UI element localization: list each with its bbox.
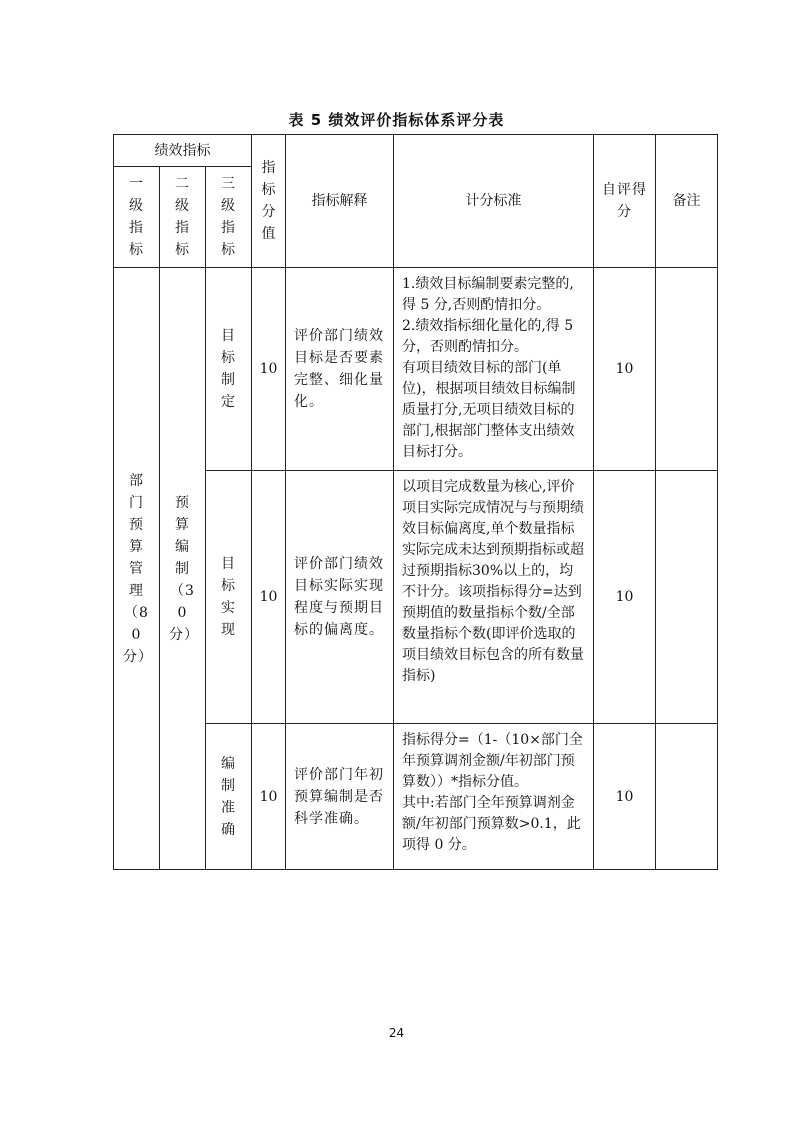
- header-perf-indicator: 绩效指标: [114, 135, 252, 167]
- standard-cell: [394, 268, 594, 471]
- standard-line: 有项目绩效目标的部门(单位)，根据项目绩效目标编制质量打分,无项目绩效目标的部门,根据部门整体支出绩效目标打分。: [402, 360, 576, 460]
- standard-cell: [394, 724, 594, 870]
- header-level3: 三级指标: [206, 167, 252, 268]
- remark-cell: [656, 724, 718, 870]
- explanation-cell: 评价部门绩效目标是否要素完整、细化量化。: [286, 268, 394, 471]
- level3-cell: 编制准确: [206, 724, 252, 870]
- table-title: 表 5 绩效评价指标体系评分表: [288, 111, 505, 129]
- score-cell: 10: [252, 471, 286, 724]
- standard-line: 1.绩效目标编制要素完整的,得 5 分,否则酌情扣分。: [402, 276, 574, 313]
- self-score-cell: 10: [594, 268, 656, 471]
- explanation-cell: 评价部门年初预算编制是否科学准确。: [286, 724, 394, 870]
- performance-evaluation-table: [113, 134, 718, 870]
- level2-cell: 预算编制（30分）: [160, 268, 206, 870]
- header-level2: 二级指标: [160, 167, 206, 268]
- standard-line: 其中:若部门全年预算调剂金额/年初部门预算数>0.1，此项得 0 分。: [402, 795, 581, 853]
- self-score-cell: 10: [594, 724, 656, 870]
- standard-cell: [394, 471, 594, 724]
- level3-cell: 目标制定: [206, 268, 252, 471]
- level3-cell: 目标实现: [206, 471, 252, 724]
- self-score-cell: 10: [594, 471, 656, 724]
- standard-line: 以项目完成数量为核心,评价项目实际完成情况与与预期绩效目标偏离度,单个数量指标实际完成未达到预期指标或超过预期指标30%以上的，均不计分。该项指标得分=达到预期值的数量指标个数/全部数量指标个数(即评价选取的项目绩效目标包含的所有数量指标): [402, 479, 584, 684]
- explanation-cell: 评价部门绩效目标实际实现程度与预期目标的偏离度。: [286, 471, 394, 724]
- standard-line: 指标得分=（1-（10×部门全年预算调剂金额/年初部门预算数））*指标分值。: [402, 732, 583, 790]
- remark-cell: [656, 268, 718, 471]
- remark-cell: [656, 471, 718, 724]
- standard-line: 2.绩效指标细化量化的,得 5 分，否则酌情扣分。: [402, 318, 574, 355]
- score-cell: 10: [252, 724, 286, 870]
- header-self-score: 自评得分: [594, 135, 656, 268]
- header-score-value: 指标分值: [252, 135, 286, 268]
- header-explanation: 指标解释: [286, 135, 394, 268]
- table-row: [114, 268, 718, 471]
- header-row-top: [114, 135, 718, 167]
- level1-cell: 部门预算管理（80分）: [114, 268, 160, 870]
- score-cell: 10: [252, 268, 286, 471]
- page-number: 24: [388, 1026, 405, 1040]
- header-remarks: 备注: [656, 135, 718, 268]
- header-scoring-standard: 计分标准: [394, 135, 594, 268]
- header-level1: 一级指标: [114, 167, 160, 268]
